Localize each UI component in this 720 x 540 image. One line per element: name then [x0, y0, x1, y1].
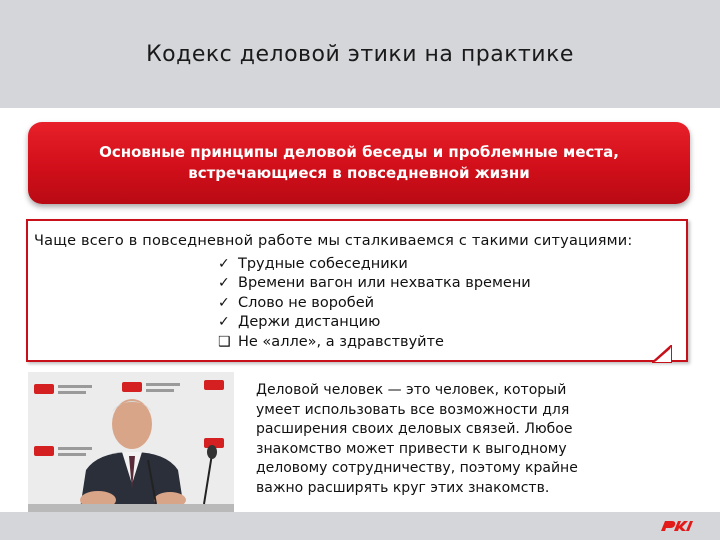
list-item	[218, 332, 531, 352]
situations-intro: Чаще всего в повседневной работе мы сталкиваемся с такими ситуациями:	[34, 233, 633, 249]
body-line: знакомство может привести к выгодному	[256, 440, 567, 457]
body-paragraph	[256, 381, 636, 498]
body-line: важно расширять круг этих знакомств.	[256, 479, 550, 496]
list-item-text: Не «алле», а здравствуйте	[238, 333, 444, 350]
banner-line-2: встречающиеся в повседневной жизни	[188, 164, 530, 182]
page-fold-icon	[652, 345, 672, 363]
body-line: Деловой человек — это человек, который	[256, 382, 567, 398]
checkmark-icon: ✓	[218, 294, 230, 311]
checkmark-icon: ✓	[218, 314, 230, 331]
list-item-text: Времени вагон или нехватка времени	[238, 275, 531, 292]
checkmark-icon: ✓	[218, 275, 230, 292]
speaker-photo	[28, 372, 234, 522]
body-line: деловому сотрудничеству, поэтому крайне	[256, 460, 578, 476]
list-item-text: Держи дистанцию	[238, 314, 381, 331]
banner-line-1: Основные принципы деловой беседы и проблемные места,	[99, 143, 619, 161]
list-item	[218, 293, 531, 313]
rzd-logo	[658, 517, 694, 535]
situations-list	[218, 254, 531, 352]
situations-box	[26, 219, 688, 362]
footer-band	[0, 512, 720, 540]
banner-text	[69, 142, 649, 184]
speaker-photo-illustration	[28, 372, 234, 522]
list-item-text: Слово не воробей	[238, 294, 375, 311]
list-item	[218, 313, 531, 333]
section-banner	[28, 122, 690, 204]
list-item	[218, 254, 531, 274]
checkmark-icon: ✓	[218, 255, 230, 272]
body-line: умеет использовать все возможности для	[256, 401, 570, 418]
slide-title: Кодекс деловой этики на практике	[146, 42, 574, 67]
list-item-text: Трудные собеседники	[238, 255, 408, 272]
list-item	[218, 274, 531, 294]
square-bullet-icon: ❑	[218, 333, 231, 350]
body-line: расширения своих деловых связей. Любое	[256, 421, 573, 437]
